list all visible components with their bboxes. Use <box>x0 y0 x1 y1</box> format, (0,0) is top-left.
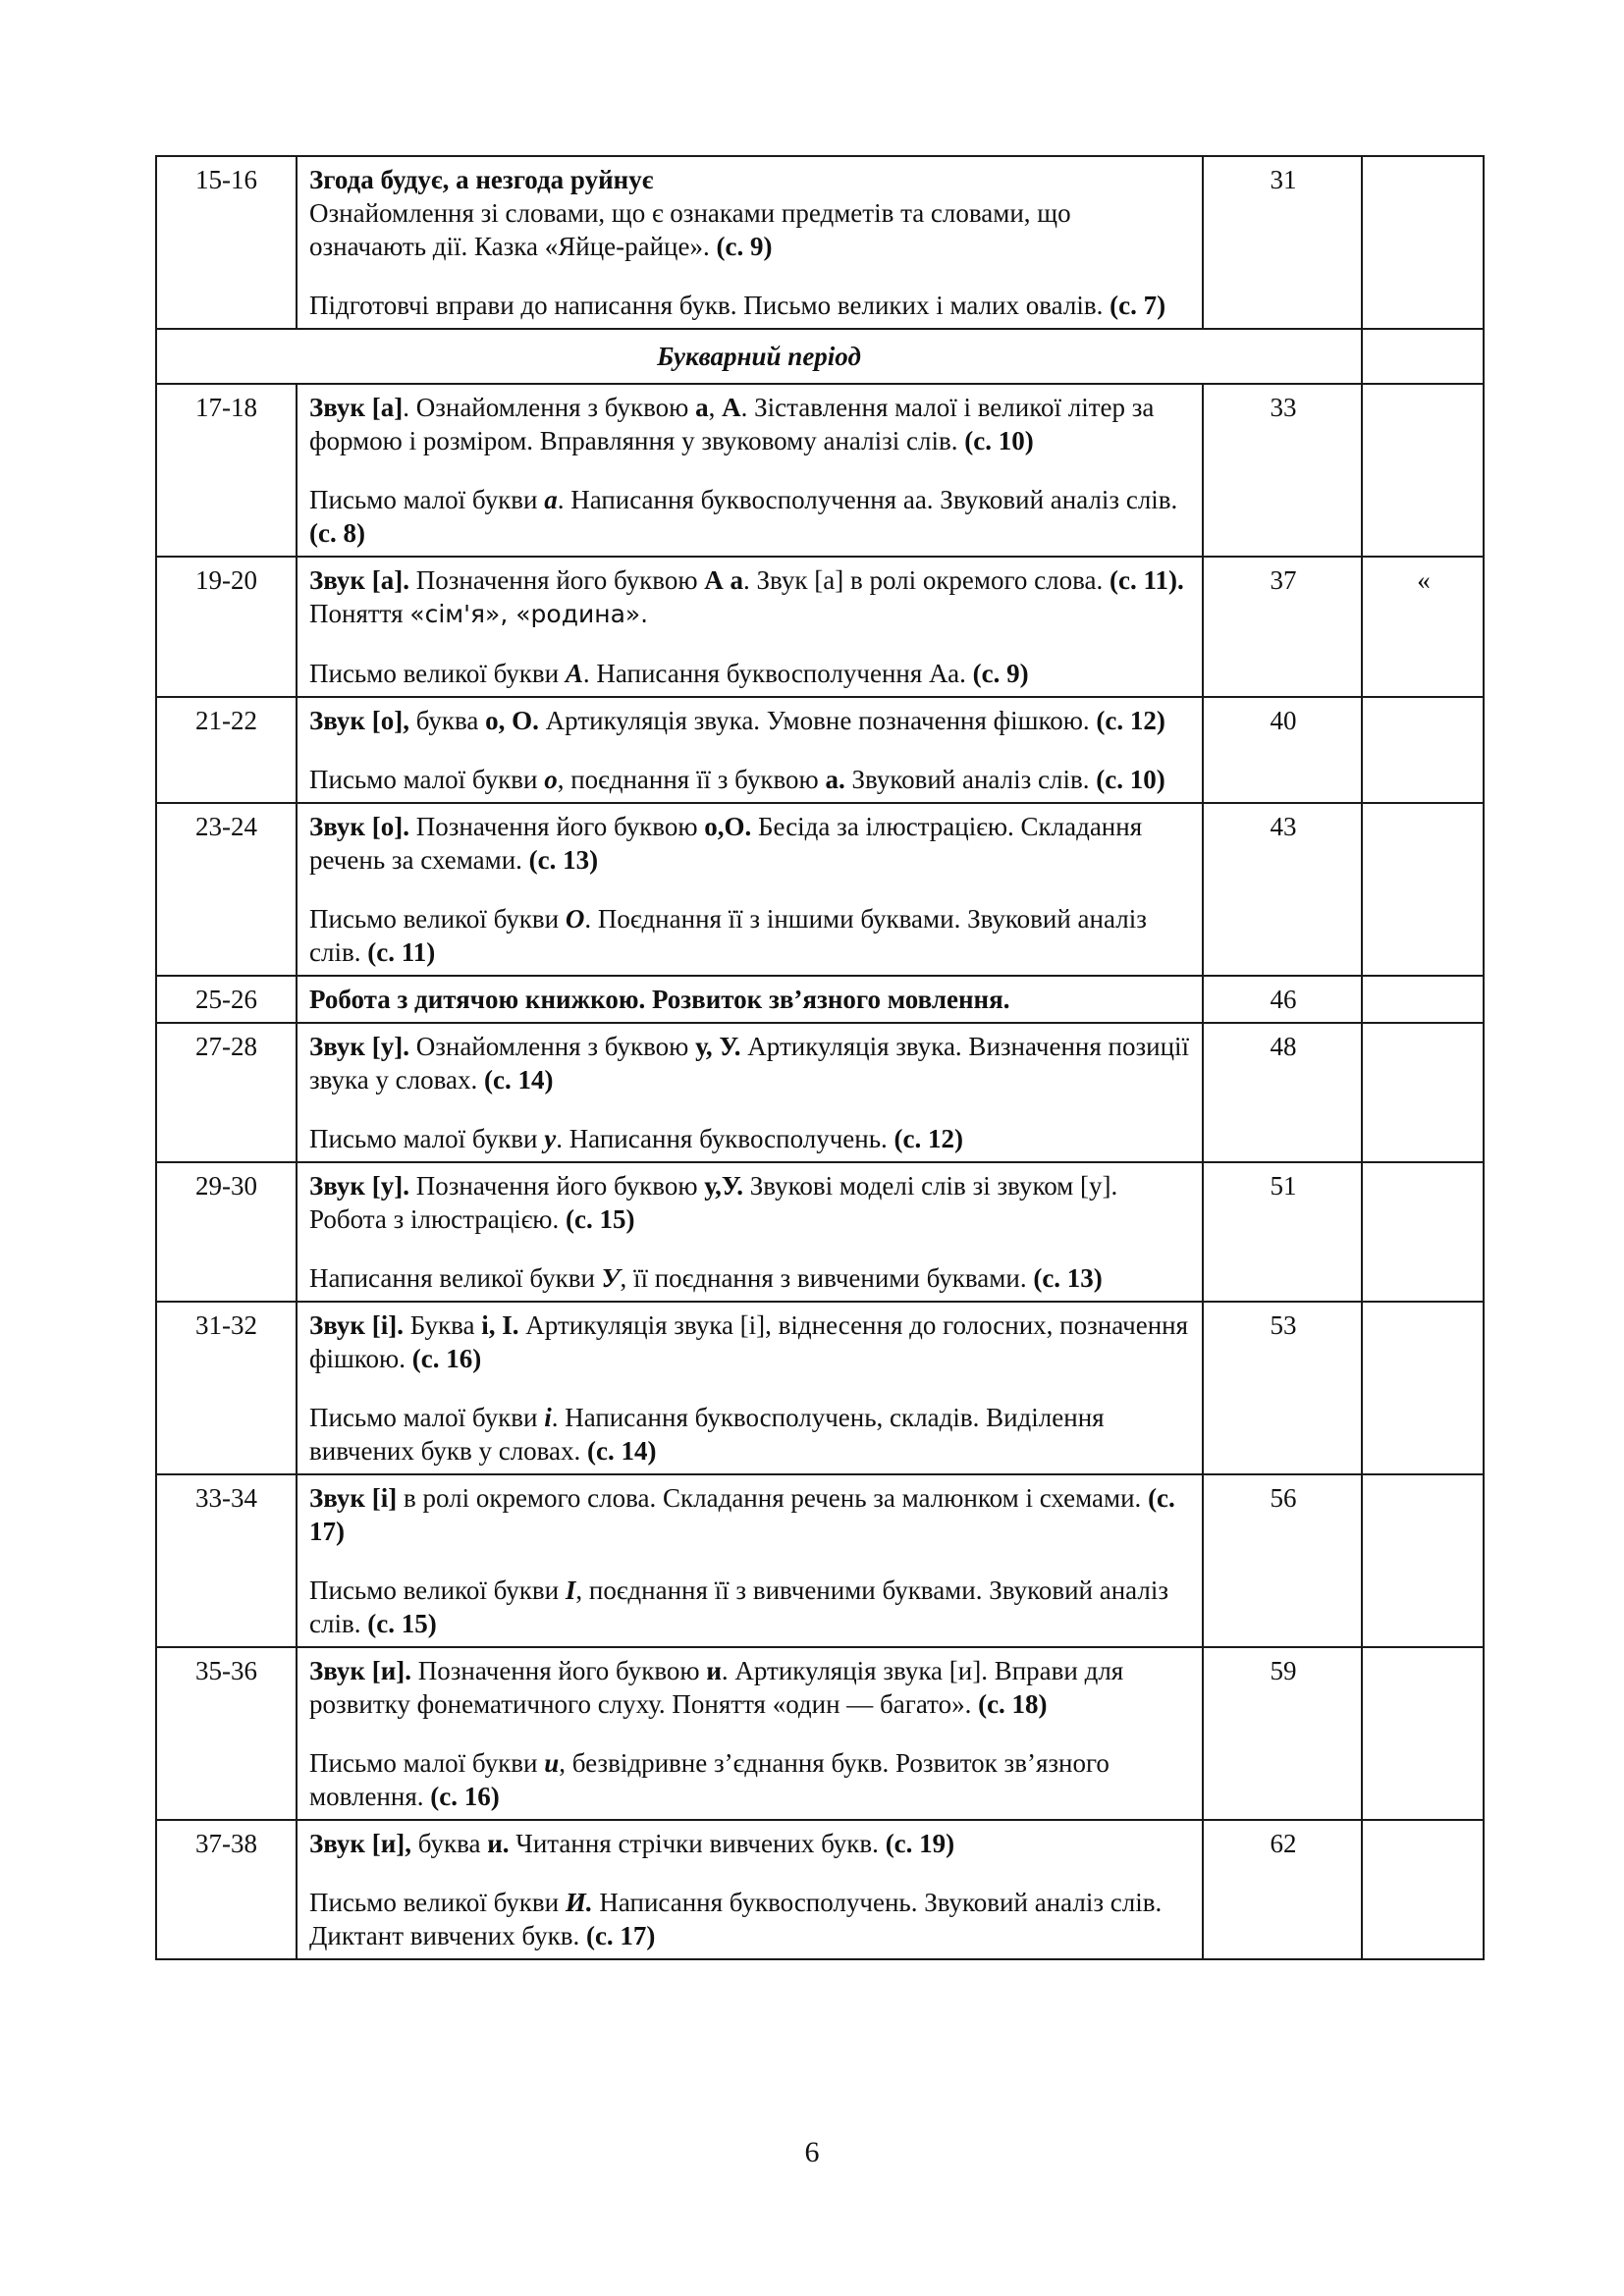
lesson-topic <box>297 1302 1203 1474</box>
topic-paragraph <box>309 1746 1192 1813</box>
topic-paragraph <box>309 1827 1192 1860</box>
page-ref: 43 <box>1203 803 1362 976</box>
topic-text: Робота з дитячою книжкою. Розвиток зв’язного мовлення. <box>309 985 1010 1014</box>
topic-text: Позначення його буквою <box>408 812 705 841</box>
page-ref: 56 <box>1203 1474 1362 1647</box>
notes-cell <box>1362 1023 1484 1162</box>
topic-text: (с. 14) <box>484 1065 554 1095</box>
section-row <box>156 329 1484 384</box>
lesson-topic <box>297 557 1203 697</box>
topic-text: , її поєднання з вивченими буквами. <box>620 1263 1034 1293</box>
topic-paragraph <box>309 1574 1192 1640</box>
topic-text: І <box>565 1575 576 1605</box>
topic-text: о, О. <box>485 706 539 735</box>
topic-text: «сім'я», «родина». <box>409 600 649 628</box>
topic-text: , поєднання її з буквою <box>557 765 826 794</box>
table-row <box>156 1162 1484 1302</box>
lesson-plan-table <box>155 155 1485 1960</box>
section-empty-cell <box>1362 329 1484 384</box>
topic-text: Письмо малої букви <box>309 485 545 514</box>
lesson-number: 15-16 <box>156 156 297 329</box>
topic-text: буква <box>411 1829 488 1858</box>
lesson-topic <box>297 1820 1203 1959</box>
notes-cell <box>1362 1302 1484 1474</box>
table-row <box>156 1820 1484 1959</box>
topic-text: у, У. <box>695 1032 741 1061</box>
table-row <box>156 1302 1484 1474</box>
page-ref: 40 <box>1203 697 1362 803</box>
topic-text: Звук [у]. <box>309 1032 409 1061</box>
notes-cell <box>1362 1647 1484 1820</box>
topic-text: Письмо малої букви <box>309 1403 545 1432</box>
topic-text: А <box>722 393 741 422</box>
table-row <box>156 156 1484 329</box>
topic-text: у <box>544 1124 557 1153</box>
page-ref: 62 <box>1203 1820 1362 1959</box>
page-ref: 33 <box>1203 384 1362 557</box>
page-ref: 59 <box>1203 1647 1362 1820</box>
topic-text: (с. 10) <box>1096 765 1165 794</box>
topic-text: а <box>695 393 709 422</box>
page-number: 6 <box>804 2136 820 2168</box>
topic-text: (с. 7) <box>1110 291 1166 320</box>
topic-text: (с. 11). <box>1110 565 1184 595</box>
topic-text: (с. 8) <box>309 518 365 548</box>
topic-text: Артикуляція звука [і], віднесення до голосних, позначення фішкою. <box>309 1310 1189 1373</box>
topic-text: Звук [о], <box>309 706 409 735</box>
topic-text: Звук [о]. <box>309 812 409 841</box>
table-row <box>156 1647 1484 1820</box>
table-row <box>156 1474 1484 1647</box>
topic-paragraph <box>309 902 1192 969</box>
topic-paragraph <box>309 1122 1192 1155</box>
topic-text: Позначення його буквою <box>408 1171 705 1201</box>
notes-cell <box>1362 1820 1484 1959</box>
topic-paragraph <box>309 1030 1192 1096</box>
topic-text: (с. 13) <box>1033 1263 1103 1293</box>
topic-text: О <box>565 904 585 934</box>
table-row <box>156 557 1484 697</box>
topic-text: а. <box>825 765 845 794</box>
topic-text: о <box>544 765 558 794</box>
topic-text: Позначення його буквою <box>411 1656 707 1685</box>
topic-paragraph <box>309 563 1192 631</box>
topic-text: (с. 13) <box>528 845 599 875</box>
topic-text: Звук [а] <box>309 393 404 422</box>
lesson-topic <box>297 384 1203 557</box>
topic-paragraph <box>309 1169 1192 1236</box>
lesson-number: 25-26 <box>156 976 297 1023</box>
topic-paragraph <box>309 1261 1192 1295</box>
topic-text: , <box>708 393 723 422</box>
topic-paragraph <box>309 483 1192 550</box>
topic-paragraph <box>309 289 1192 322</box>
notes-cell <box>1362 156 1484 329</box>
topic-text: а <box>544 485 558 514</box>
topic-text: А а <box>704 565 744 595</box>
topic-text: . Написання буквосполучення Аа. <box>582 659 973 688</box>
topic-text: и <box>706 1656 722 1685</box>
lesson-number: 33-34 <box>156 1474 297 1647</box>
table-row <box>156 976 1484 1023</box>
topic-text: (с. 9) <box>716 232 773 261</box>
topic-paragraph <box>309 763 1192 796</box>
topic-text: . Написання буквосполучень, складів. Виділення вивчених букв у словах. <box>309 1403 1105 1466</box>
table-row <box>156 697 1484 803</box>
topic-text: Підготовчі вправи до написання букв. Письмо великих і малих овалів. <box>309 291 1110 320</box>
page-ref: 48 <box>1203 1023 1362 1162</box>
topic-paragraph <box>309 983 1192 1016</box>
lesson-number: 21-22 <box>156 697 297 803</box>
table-row <box>156 384 1484 557</box>
topic-text: в ролі окремого слова. Складання речень за малюнком і схемами. <box>397 1483 1149 1513</box>
lesson-topic <box>297 1647 1203 1820</box>
topic-text: і <box>544 1403 552 1432</box>
lesson-number: 35-36 <box>156 1647 297 1820</box>
topic-text: (с. 9) <box>972 659 1029 688</box>
topic-text: И. <box>565 1888 593 1917</box>
lesson-topic <box>297 1023 1203 1162</box>
topic-text: (с. 18) <box>978 1689 1048 1719</box>
lesson-plan-body <box>156 156 1484 1959</box>
topic-text: Письмо великої букви <box>309 659 566 688</box>
lesson-topic <box>297 976 1203 1023</box>
topic-text: (с. 17) <box>309 1483 1175 1546</box>
topic-text: (с. 15) <box>565 1204 635 1234</box>
topic-text: (с. 12) <box>1096 706 1165 735</box>
lesson-number: 29-30 <box>156 1162 297 1302</box>
lesson-number: 27-28 <box>156 1023 297 1162</box>
topic-text: А <box>565 659 583 688</box>
topic-text: Звуковий аналіз слів. <box>844 765 1097 794</box>
topic-text: . Зіставлення малої і великої літер за формою і розміром. Вправляння у звуковому аналізі слів. <box>309 393 1155 455</box>
page-ref: 53 <box>1203 1302 1362 1474</box>
topic-text: Написання буквосполучень. Звуковий аналіз слів. Диктант вивчених букв. <box>309 1888 1163 1950</box>
lesson-number: 37-38 <box>156 1820 297 1959</box>
lesson-topic <box>297 1162 1203 1302</box>
topic-text: Буква <box>403 1310 482 1340</box>
topic-text: Згода будує, а незгода руйнує <box>309 165 654 194</box>
topic-paragraph <box>309 163 1192 263</box>
topic-paragraph <box>309 1654 1192 1721</box>
topic-paragraph <box>309 391 1192 457</box>
notes-cell <box>1362 697 1484 803</box>
topic-text: (с. 17) <box>585 1921 656 1950</box>
topic-text: , поєднання її з вивченими буквами. Звуковий аналіз слів. <box>309 1575 1169 1638</box>
topic-text: Письмо малої букви <box>309 1124 545 1153</box>
lesson-topic <box>297 156 1203 329</box>
topic-text: (с. 19) <box>885 1829 955 1858</box>
page-ref: 31 <box>1203 156 1362 329</box>
topic-text: Написання великої букви <box>309 1263 602 1293</box>
topic-text: и. <box>487 1829 510 1858</box>
page-ref: 51 <box>1203 1162 1362 1302</box>
topic-text: . Написання буквосполучень. <box>556 1124 894 1153</box>
topic-text: Позначення його буквою <box>408 565 705 595</box>
topic-text: . Звук [а] в ролі окремого слова. <box>743 565 1110 595</box>
lesson-topic <box>297 697 1203 803</box>
topic-text: Письмо малої букви <box>309 765 545 794</box>
topic-text: Звук [и], <box>309 1829 412 1858</box>
table-row <box>156 1023 1484 1162</box>
topic-text: Ознайомлення з буквою <box>408 1032 696 1061</box>
page-ref: 46 <box>1203 976 1362 1023</box>
notes-cell: « <box>1362 557 1484 697</box>
topic-text: у,У. <box>704 1171 743 1201</box>
lesson-number: 23-24 <box>156 803 297 976</box>
topic-text: Артикуляція звука. Умовне позначення фішкою. <box>538 706 1097 735</box>
topic-text: Поняття <box>309 599 410 628</box>
topic-paragraph <box>309 657 1192 690</box>
topic-text: Звук [у]. <box>309 1171 409 1201</box>
topic-text: (с. 10) <box>964 426 1034 455</box>
lesson-number: 31-32 <box>156 1302 297 1474</box>
topic-text: Письмо великої букви <box>309 1888 566 1917</box>
lesson-number: 17-18 <box>156 384 297 557</box>
notes-cell <box>1362 1162 1484 1302</box>
topic-paragraph <box>309 1886 1192 1952</box>
lesson-topic <box>297 1474 1203 1647</box>
topic-text: Звукові моделі слів зі звуком [у]. Робота з ілюстрацією. <box>309 1171 1118 1234</box>
topic-text: . Артикуляція звука [и]. Вправи для розвитку фонематичного слуху. Поняття «один — багато». <box>309 1656 1124 1719</box>
topic-text: (с. 11) <box>367 937 436 967</box>
topic-text: , безвідривне з’єднання букв. Розвиток зв’язного мовлення. <box>309 1748 1110 1811</box>
topic-text: Письмо великої букви <box>309 904 566 934</box>
section-title: Букварний період <box>156 329 1362 384</box>
topic-text: о,О. <box>704 812 752 841</box>
topic-text: Бесіда за ілюстрацією. Складання речень за схемами. <box>309 812 1143 875</box>
notes-cell <box>1362 384 1484 557</box>
topic-text: Ознайомлення зі словами, що є ознаками предметів та словами, що означають дії. Казка «Яйце-райце». <box>309 198 1071 261</box>
topic-paragraph <box>309 704 1192 737</box>
topic-text: и <box>544 1748 560 1778</box>
topic-paragraph <box>309 1308 1192 1375</box>
topic-text: (с. 14) <box>587 1436 657 1466</box>
topic-text: (с. 16) <box>411 1344 482 1373</box>
topic-text: . Ознайомлення з буквою <box>403 393 696 422</box>
topic-text: Звук [и]. <box>309 1656 412 1685</box>
topic-text: Артикуляція звука. Визначення позиції звука у словах. <box>309 1032 1190 1095</box>
page-ref: 37 <box>1203 557 1362 697</box>
topic-text: Читання стрічки вивчених букв. <box>509 1829 886 1858</box>
notes-cell <box>1362 1474 1484 1647</box>
topic-paragraph <box>309 810 1192 877</box>
topic-text: (с. 12) <box>893 1124 963 1153</box>
lesson-topic <box>297 803 1203 976</box>
topic-text: Письмо великої букви <box>309 1575 566 1605</box>
topic-text: Письмо малої букви <box>309 1748 545 1778</box>
topic-text: . Написання буквосполучення аа. Звуковий аналіз слів. <box>557 485 1178 514</box>
notes-cell <box>1362 803 1484 976</box>
topic-text: (с. 16) <box>430 1782 500 1811</box>
topic-text: Звук [і]. <box>309 1310 404 1340</box>
table-row <box>156 803 1484 976</box>
topic-text: і, І. <box>481 1310 519 1340</box>
topic-paragraph <box>309 1481 1192 1548</box>
topic-text: (с. 15) <box>367 1609 437 1638</box>
notes-cell <box>1362 976 1484 1023</box>
topic-paragraph <box>309 1401 1192 1468</box>
topic-text: буква <box>408 706 486 735</box>
topic-text: . Поєднання її з іншими буквами. Звуковий аналіз слів. <box>309 904 1147 967</box>
topic-text: Звук [а]. <box>309 565 409 595</box>
lesson-number: 19-20 <box>156 557 297 697</box>
topic-text: Звук [і] <box>309 1483 398 1513</box>
topic-text: У <box>601 1263 621 1293</box>
